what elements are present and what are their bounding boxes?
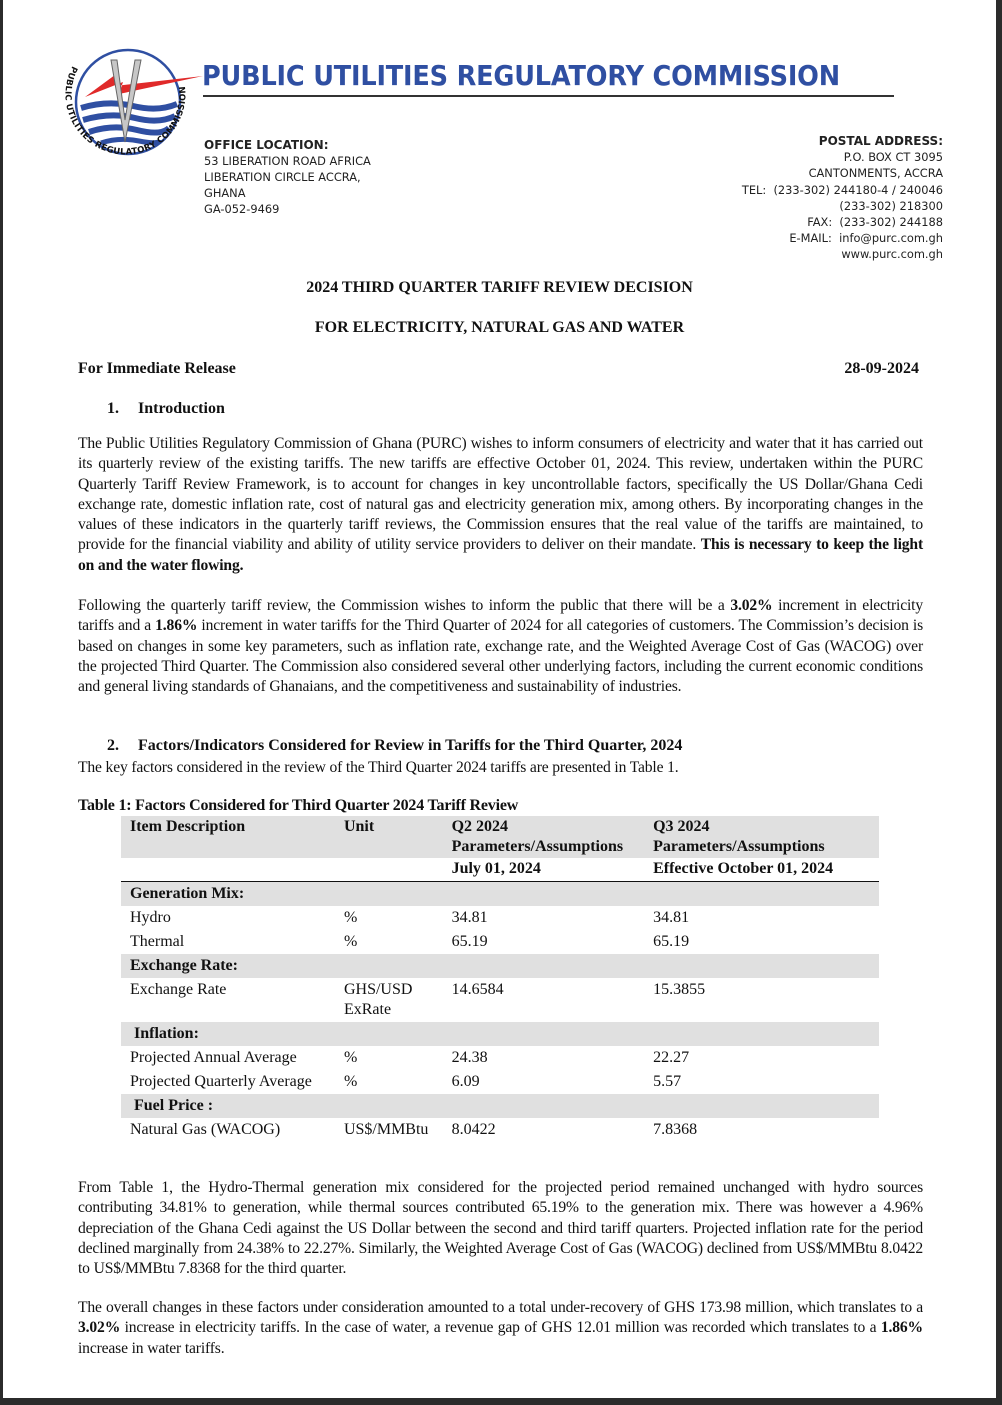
fax-line: FAX: (233-302) 244188 bbox=[807, 215, 943, 230]
section-heading-factors bbox=[107, 737, 682, 755]
title-underline bbox=[203, 95, 894, 97]
paragraph-text: increment in electricity tariffs and a bbox=[78, 597, 923, 635]
document-title: 2024 THIRD QUARTER TARIFF REVIEW DECISION bbox=[306, 279, 693, 296]
table-row: Projected Annual Average % 24.38 22.27 bbox=[130, 1049, 690, 1066]
postal-label: POSTAL ADDRESS: bbox=[818, 134, 943, 148]
postal-line: CANTONMENTS, ACCRA bbox=[808, 166, 943, 181]
table-group-row bbox=[121, 1094, 879, 1118]
table-row: Exchange Rate GHS/USD ExRate 14.6584 15.3855 bbox=[130, 981, 706, 1018]
document-page bbox=[3, 0, 996, 1398]
release-line bbox=[78, 360, 919, 378]
table-header-row-dates bbox=[121, 858, 879, 882]
table-row: Thermal % 65.19 65.19 bbox=[130, 933, 690, 950]
organization-title: PUBLIC UTILITIES REGULATORY COMMISSION bbox=[202, 60, 840, 92]
header-item-description: Item Description bbox=[121, 816, 335, 858]
factors-table bbox=[121, 816, 879, 1142]
office-line: 53 LIBERATION ROAD AFRICA bbox=[204, 154, 371, 168]
table-group-row bbox=[121, 1022, 879, 1046]
office-line: LIBERATION CIRCLE ACCRA, bbox=[204, 170, 361, 184]
table-row: Projected Quarterly Average % 6.09 5.57 bbox=[130, 1073, 682, 1090]
telephone-line: (233-302) 218300 bbox=[839, 198, 943, 213]
group-inflation: Inflation: bbox=[121, 1022, 879, 1046]
purc-logo-icon bbox=[53, 42, 203, 167]
header-q3-date: Effective October 01, 2024 bbox=[644, 858, 879, 882]
table-row: Hydro % 34.81 34.81 bbox=[130, 909, 690, 926]
table-group-row bbox=[121, 882, 879, 907]
paragraph-text: The overall changes in these factors under consideration amounted to a total under-recovery of GHS 173.98 million, which translates to a bbox=[78, 1299, 923, 1316]
office-label: OFFICE LOCATION: bbox=[204, 138, 329, 152]
paragraph-text: The Public Utilities Regulatory Commission of Ghana (PURC) wishes to inform consumers of electricity and water that it has carried out its quarterly review of the existing tariffs. The new tariffs are effective October 01, 2024. This review, undertaken within the PURC Quarterly Tariff Review Framework, is to account for changes in key uncontrollable factors, specifically the US Dollar/Ghana Cedi exchange rate, domestic inflation rate, cost of natural gas and electricity generation mix, among others. By incorporating changes in the values of these indicators in the quarterly tariff reviews, the Commission ensures that the real value of the tariffs are maintained, to provide for the financial viability and ability of utility service providers to deliver on their mandate. bbox=[78, 435, 923, 554]
postal-line: P.O. BOX CT 3095 bbox=[843, 150, 943, 165]
factors-intro-paragraph: The key factors considered in the review of the Third Quarter 2024 tariffs are presented in Table 1. bbox=[78, 759, 679, 776]
table-group-row bbox=[121, 954, 879, 978]
postal-address-block bbox=[742, 133, 943, 263]
section-number: 2. bbox=[107, 737, 119, 754]
table-header-row bbox=[121, 816, 879, 858]
paragraph-text: increase in electricity tariffs. In the case of water, a revenue gap of GHS 12.01 million was recorded which translates to a bbox=[120, 1319, 881, 1337]
document-subtitle: FOR ELECTRICITY, NATURAL GAS AND WATER bbox=[314, 319, 685, 336]
group-exchange-rate: Exchange Rate: bbox=[121, 954, 879, 978]
section-title: Factors/Indicators Considered for Review in Tariffs for the Third Quarter, 2024 bbox=[138, 737, 683, 754]
electricity-increment-value: 3.02% bbox=[730, 597, 773, 614]
office-line: GA-052-9469 bbox=[204, 202, 280, 216]
release-date: 28-09-2024 bbox=[844, 360, 919, 377]
group-generation-mix: Generation Mix: bbox=[121, 882, 879, 907]
water-increase-value: 1.86% bbox=[880, 1319, 923, 1337]
header-q2-date: July 01, 2024 bbox=[443, 858, 644, 882]
table-caption: Table 1: Factors Considered for Third Quarter 2024 Tariff Review bbox=[78, 797, 519, 814]
group-fuel-price: Fuel Price : bbox=[121, 1094, 879, 1118]
section-heading-introduction bbox=[107, 400, 225, 418]
header-unit: Unit bbox=[335, 816, 443, 858]
paragraph-text: increment in water tariffs for the Third Quarter of 2024 for all categories of customers. The Commission’s decision is based on changes in some key parameters, such as inflation rate, exchange rate, and the Weighted Average Cost of Gas (WACOG) over the projected Third Quarter. The Commission also considered several other underlying factors, including the current economic conditions and general living standards of Ghanaians, and the competitiveness and sustainability of industries. bbox=[78, 617, 924, 696]
office-location-block bbox=[204, 137, 371, 217]
table-analysis-paragraph: From Table 1, the Hydro-Thermal generation mix considered for the projected period remained unchanged with hydro sources contributing 34.81% to generation, while thermal sources contributed 65.19% to the generation mix. There was however a 4.96% depreciation of the Ghana Cedi against the US Dollar between the second and third tariff quarters. Projected inflation rate for the period declined marginally from 24.38% to 22.27%. Similarly, the Weighted Average Cost of Gas (WACOG) declined from US$/MMBtu 8.0422 to US$/MMBtu 7.8368 for the third quarter. bbox=[78, 1179, 923, 1278]
website-link[interactable]: www.purc.com.gh bbox=[841, 247, 943, 262]
header-q3: Q3 2024 Parameters/Assumptions bbox=[644, 816, 879, 858]
section-number: 1. bbox=[107, 400, 119, 417]
section-title: Introduction bbox=[138, 400, 225, 417]
introduction-paragraph bbox=[78, 434, 923, 576]
telephone-line: TEL: (233-302) 244180-4 / 240046 bbox=[741, 182, 943, 197]
under-recovery-paragraph bbox=[78, 1298, 923, 1359]
release-label: For Immediate Release bbox=[78, 360, 236, 377]
svg-text:PUBLIC UTILITIES REGULATORY CO: PUBLIC UTILITIES REGULATORY COMMISSION bbox=[62, 64, 189, 158]
water-increment-value: 1.86% bbox=[155, 617, 198, 635]
office-line: GHANA bbox=[204, 186, 246, 200]
table-row: Natural Gas (WACOG) US$/MMBtu 8.0422 7.8368 bbox=[130, 1121, 698, 1138]
header-q2: Q2 2024 Parameters/Assumptions bbox=[443, 816, 644, 858]
tariff-increment-paragraph bbox=[78, 596, 923, 697]
paragraph-emphasis: This is necessary to keep the light on and the water flowing. bbox=[78, 536, 923, 574]
email-line[interactable]: E-MAIL: info@purc.com.gh bbox=[789, 231, 943, 246]
paragraph-text: Following the quarterly tariff review, the Commission wishes to inform the public that there will be a bbox=[78, 597, 731, 614]
paragraph-text: increase in water tariffs. bbox=[78, 1339, 225, 1357]
electricity-increase-value: 3.02% bbox=[78, 1319, 121, 1337]
